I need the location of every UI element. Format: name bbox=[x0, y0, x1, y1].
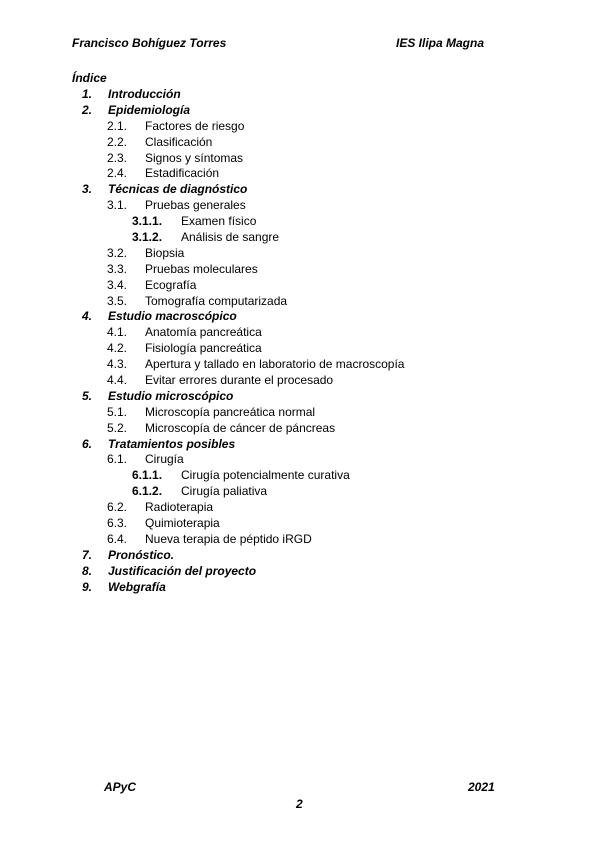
toc-entry-title: Pruebas generales bbox=[145, 198, 246, 213]
toc-entry bbox=[0, 437, 600, 453]
toc-entry-number: 5. bbox=[82, 388, 93, 403]
toc-entry-title: Biopsia bbox=[145, 245, 185, 260]
toc-entry bbox=[0, 103, 600, 119]
toc-entry-title: Cirugía paliativa bbox=[181, 484, 268, 499]
toc-entry bbox=[0, 580, 600, 596]
toc-entry bbox=[0, 246, 600, 262]
toc-entry bbox=[0, 230, 600, 246]
toc-entry-number: 9. bbox=[82, 579, 93, 594]
toc-entry-title: Quimioterapia bbox=[145, 516, 220, 531]
toc-entry-title: Cirugía potencialmente curativa bbox=[181, 468, 350, 483]
toc-entry-number: 4.1. bbox=[107, 325, 128, 340]
toc-entry bbox=[0, 214, 600, 230]
toc-entry bbox=[0, 198, 600, 214]
toc-entry bbox=[0, 357, 600, 373]
toc-entry-title: Fisiología pancreática bbox=[145, 341, 262, 356]
toc-entry-number: 5.1. bbox=[107, 404, 128, 419]
toc-entry-number: 6.2. bbox=[107, 500, 128, 515]
toc-entry bbox=[0, 500, 600, 516]
toc-entry bbox=[0, 405, 600, 421]
toc-entry bbox=[0, 182, 600, 198]
toc-entry-title: Nueva terapia de péptido iRGD bbox=[145, 531, 312, 546]
toc-entry-title: Justificación del proyecto bbox=[108, 563, 257, 578]
toc-entry-number: 2.3. bbox=[107, 150, 128, 165]
toc-entry-number: 2.2. bbox=[107, 134, 128, 149]
toc-entry-title: Anatomía pancreática bbox=[145, 325, 262, 340]
toc-entry-number: 6.3. bbox=[107, 516, 128, 531]
toc-entry bbox=[0, 87, 600, 103]
toc-entry bbox=[0, 262, 600, 278]
toc-entry-number: 6.4. bbox=[107, 531, 128, 546]
toc-entry-title: Estudio microscópico bbox=[108, 388, 234, 403]
toc-entry-number: 3.1. bbox=[107, 198, 128, 213]
toc-entry-title: Epidemiología bbox=[108, 102, 191, 117]
toc-entry-title: Apertura y tallado en laboratorio de macroscopía bbox=[145, 357, 405, 372]
toc-entry-title: Microscopía pancreática normal bbox=[145, 404, 316, 419]
toc-entry-title: Examen físico bbox=[181, 214, 257, 229]
toc-entry bbox=[0, 278, 600, 294]
toc-entry-title: Análisis de sangre bbox=[181, 230, 280, 245]
table-of-contents bbox=[0, 87, 600, 596]
toc-entry bbox=[0, 309, 600, 325]
toc-entry-title: Ecografía bbox=[145, 277, 197, 292]
toc-entry-number: 6. bbox=[82, 436, 93, 451]
toc-entry bbox=[0, 484, 600, 500]
toc-entry-number: 2.1. bbox=[107, 118, 128, 133]
toc-entry-title: Técnicas de diagnóstico bbox=[108, 182, 248, 197]
toc-entry-title: Tomografía computarizada bbox=[145, 293, 288, 308]
toc-entry-number: 4.4. bbox=[107, 373, 128, 388]
toc-entry-number: 3.2. bbox=[107, 245, 128, 260]
toc-entry-number: 3.1.1. bbox=[132, 214, 163, 229]
toc-entry bbox=[0, 532, 600, 548]
toc-entry bbox=[0, 135, 600, 151]
toc-title: Índice bbox=[72, 71, 107, 85]
toc-entry bbox=[0, 294, 600, 310]
toc-entry bbox=[0, 548, 600, 564]
toc-entry-number: 5.2. bbox=[107, 420, 128, 435]
toc-entry bbox=[0, 341, 600, 357]
toc-entry-title: Pronóstico. bbox=[108, 547, 175, 562]
toc-entry bbox=[0, 516, 600, 532]
toc-entry-title: Factores de riesgo bbox=[145, 118, 245, 133]
toc-entry-number: 4. bbox=[82, 309, 93, 324]
toc-entry-title: Microscopía de cáncer de páncreas bbox=[145, 420, 336, 435]
toc-entry-number: 1. bbox=[82, 87, 93, 101]
toc-entry bbox=[0, 166, 600, 182]
toc-entry-title: Evitar errores durante el procesado bbox=[145, 373, 334, 388]
toc-entry-number: 6.1.1. bbox=[132, 468, 163, 483]
toc-entry-number: 3.4. bbox=[107, 277, 128, 292]
toc-entry-title: Clasificación bbox=[145, 134, 213, 149]
toc-entry-number: 4.3. bbox=[107, 357, 128, 372]
toc-entry bbox=[0, 119, 600, 135]
toc-entry bbox=[0, 389, 600, 405]
header-school: IES Ilipa Magna bbox=[396, 36, 485, 50]
toc-entry-title: Pruebas moleculares bbox=[145, 261, 258, 276]
footer-year: 2021 bbox=[468, 780, 495, 794]
toc-entry-title: Cirugía bbox=[145, 452, 184, 467]
toc-entry-number: 3.3. bbox=[107, 261, 128, 276]
footer-left: APyC bbox=[104, 780, 137, 794]
toc-entry-number: 3. bbox=[82, 182, 93, 197]
toc-entry bbox=[0, 151, 600, 167]
toc-entry-number: 6.1. bbox=[107, 452, 128, 467]
toc-entry-title: Estadificación bbox=[145, 166, 220, 181]
toc-entry-number: 4.2. bbox=[107, 341, 128, 356]
toc-entry-number: 8. bbox=[82, 563, 93, 578]
toc-entry-title: Signos y síntomas bbox=[145, 150, 244, 165]
page-number: 2 bbox=[296, 797, 303, 811]
toc-entry bbox=[0, 373, 600, 389]
toc-entry-number: 2.4. bbox=[107, 166, 128, 181]
toc-entry-title: Introducción bbox=[108, 87, 181, 101]
toc-entry-number: 3.5. bbox=[107, 293, 128, 308]
toc-entry bbox=[0, 325, 600, 341]
toc-entry-title: Radioterapia bbox=[145, 500, 214, 515]
toc-entry bbox=[0, 421, 600, 437]
toc-entry bbox=[0, 564, 600, 580]
toc-entry-number: 7. bbox=[82, 547, 93, 562]
header-author: Francisco Bohíguez Torres bbox=[72, 36, 227, 50]
toc-entry bbox=[0, 452, 600, 468]
toc-entry-title: Tratamientos posibles bbox=[108, 436, 236, 451]
toc-entry-title: Estudio macroscópico bbox=[108, 309, 237, 324]
toc-entry-number: 2. bbox=[82, 102, 93, 117]
toc-entry bbox=[0, 468, 600, 484]
toc-entry-title: Webgrafía bbox=[108, 579, 166, 594]
toc-entry-number: 3.1.2. bbox=[132, 230, 163, 245]
toc-entry-number: 6.1.2. bbox=[132, 484, 163, 499]
